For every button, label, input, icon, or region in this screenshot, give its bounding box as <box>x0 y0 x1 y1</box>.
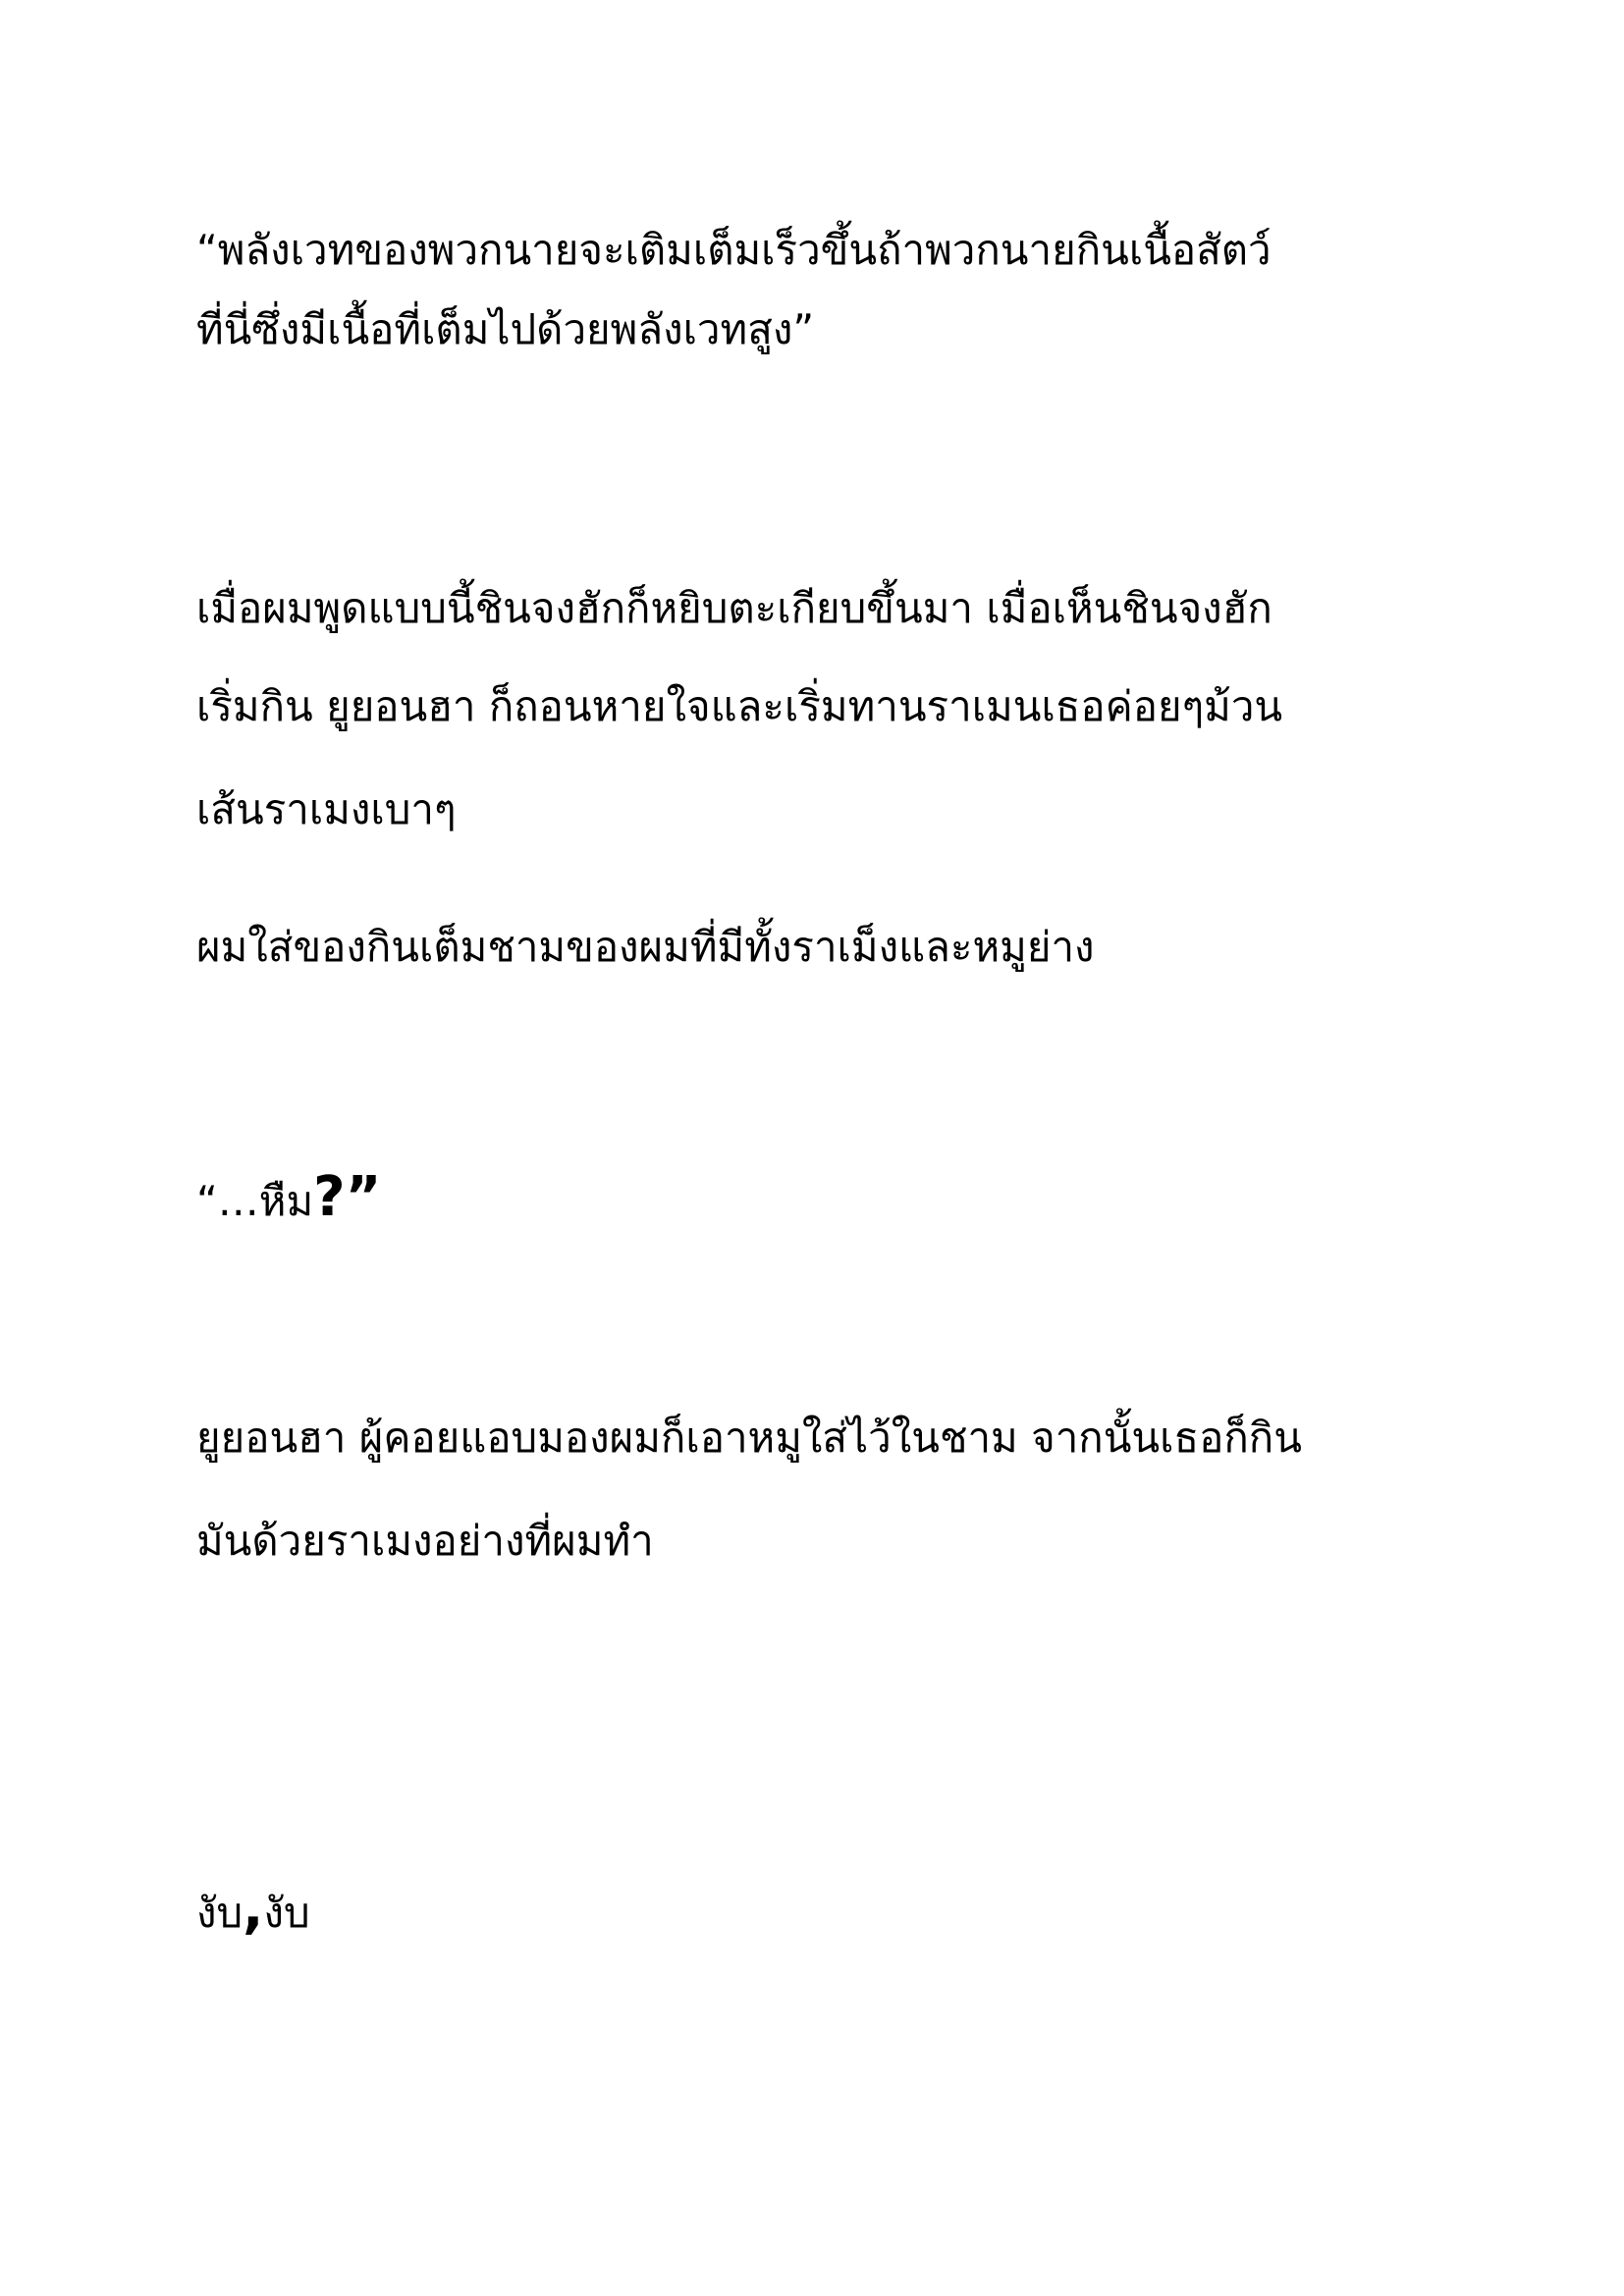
paragraph-1-line-1: “พลังเวทของพวกนายจะเติมเต็มเร็วขึ้นถ้าพวกนายกินเนื้อสัตว์ <box>196 226 1272 274</box>
sound-effect-2: งับ <box>263 1889 310 1937</box>
paragraph-2-line-2: เริ่มกิน ยูยอนฮา ก็ถอนหายใจและเริ่มทานราเมนเธอค่อยๆม้วน <box>196 682 1283 730</box>
paragraph-3-line-1: ผมใส่ของกินเต็มชามของผมที่มีทั้งราเม็งและหมูย่าง <box>196 923 1095 971</box>
paragraph-4-line-1 <box>196 1165 382 1231</box>
dialogue-text: “…หืม <box>196 1177 314 1225</box>
question-mark: ?” <box>313 1165 382 1229</box>
paragraph-2-line-3: เส้นราเมงเบาๆ <box>196 785 457 833</box>
paragraph-5-line-1: ยูยอนฮา ผู้คอยแอบมองผมก็เอาหมูใส่ไว้ในชาม จากนั้นเธอก็กิน <box>196 1414 1302 1462</box>
paragraph-1-line-2: ที่นี่ซึ่งมีเนื้อที่เต็มไปด้วยพลังเวทสูง” <box>196 305 815 353</box>
paragraph-2-line-1: เมื่อผมพูดแบบนี้ชินจงฮักก็หยิบตะเกียบขึ้นมา เมื่อเห็นชินจงฮัก <box>196 584 1272 632</box>
paragraph-6-line-1 <box>196 1877 310 1943</box>
sound-effect-1: งับ <box>196 1889 244 1937</box>
comma: , <box>243 1877 264 1941</box>
paragraph-5-line-2: มันด้วยราเมงอย่างที่ผมทำ <box>196 1517 654 1565</box>
